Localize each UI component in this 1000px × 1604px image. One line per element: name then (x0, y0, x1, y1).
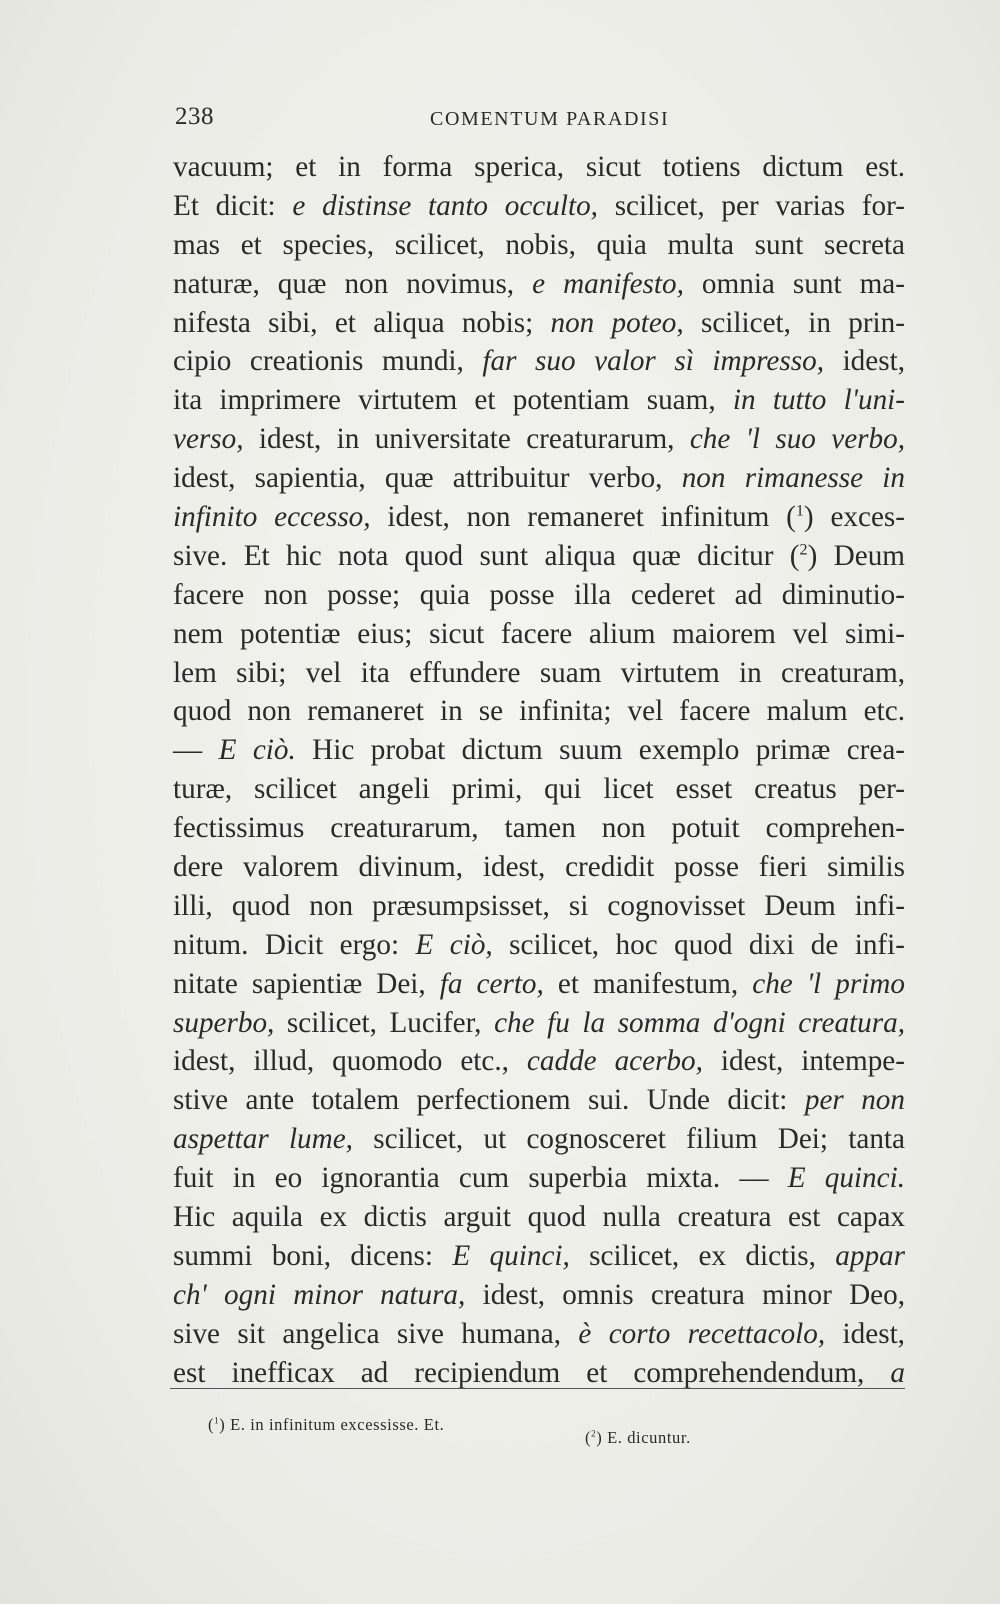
text-line: stive ante totalem perfectionem sui. Unde dicit: per non (173, 1084, 905, 1117)
text-line: fectissimus creaturarum, tamen non potuit comprehen- (173, 812, 905, 845)
footnote-2: ($^2$) E. dicuntur. (585, 1428, 691, 1447)
text-line: idest, illud, quomodo etc., cadde acerbo, idest, intempe- (173, 1045, 905, 1078)
text-line: superbo, scilicet, Lucifer, che fu la somma d'ogni creatura, (173, 1006, 906, 1039)
text-line: nifesta sibi, et aliqua nobis; non poteo, scilicet, in prin- (173, 306, 905, 339)
page-header (175, 103, 895, 137)
text-line: summi boni, dicens: E quinci, scilicet, ex dictis, appar (173, 1239, 905, 1272)
text-line: fuit in eo ignorantia cum superbia mixta. — E quinci. (173, 1162, 905, 1195)
page-number: 238 (175, 103, 214, 130)
text-line: mas et species, scilicet, nobis, quia multa sunt secreta (173, 228, 905, 261)
text-line: turæ, scilicet angeli primi, qui licet esset creatus per- (173, 773, 905, 806)
text-line: quod non remaneret in se infinita; vel facere malum etc. (173, 695, 905, 728)
footnote-1: ($^1$) E. in infinitum excessisse. Et. (208, 1415, 445, 1434)
text-line: — E ciò. Hic probat dictum suum exemplo primæ crea- (173, 734, 905, 767)
text-line: est inefficax ad recipiendum et comprehendendum, a (173, 1356, 905, 1389)
text-line: lem sibi; vel ita effundere suam virtutem in creaturam, (173, 656, 905, 689)
text-line: aspettar lume, scilicet, ut cognosceret filium Dei; tanta (173, 1123, 905, 1156)
text-line: illi, quod non præsumpsisset, si cognovisset Deum infi- (173, 889, 905, 922)
text-line: ch' ogni minor natura, idest, omnis creatura minor Deo, (173, 1278, 905, 1311)
text-line: ita imprimere virtutem et potentiam suam, in tutto l'uni- (173, 384, 905, 417)
text-line: vacuum; et in forma sperica, sicut totiens dictum est. (173, 151, 905, 183)
text-line: Et dicit: e distinse tanto occulto, scilicet, per varias for- (173, 189, 905, 222)
text-line: naturæ, quæ non novimus, e manifesto, omnia sunt ma- (173, 267, 905, 300)
text-line: idest, sapientia, quæ attribuitur verbo, non rimanesse in (173, 462, 905, 495)
text-line: cipio creationis mundi, far suo valor sì impresso, idest, (173, 345, 905, 378)
text-line: nitum. Dicit ergo: E ciò, scilicet, hoc quod dixi de infi- (173, 928, 905, 961)
text-line: verso, idest, in universitate creaturarum, che 'l suo verbo, (173, 423, 905, 456)
text-line: nitate sapientiæ Dei, fa certo, et manifestum, che 'l primo (173, 967, 905, 1000)
text-line: infinito eccesso, idest, non remaneret infinitum ($^1$) exces- (173, 501, 905, 534)
running-title: COMENTUM PARADISI (430, 108, 670, 130)
text-line: sive. Et hic nota quod sunt aliqua quæ dicitur ($^2$) Deum (173, 539, 905, 572)
text-line: dere valorem divinum, idest, credidit posse fieri similis (173, 851, 905, 884)
text-line: nem potentiæ eius; sicut facere alium maiorem vel simi- (173, 617, 905, 650)
text-line: Hic aquila ex dictis arguit quod nulla creatura est capax (173, 1201, 905, 1234)
text-line: facere non posse; quia posse illa cederet ad diminutio- (173, 578, 905, 611)
text-line: sive sit angelica sive humana, è corto recettacolo, idest, (173, 1317, 905, 1350)
footnote-rule (170, 1388, 905, 1389)
body-text (173, 148, 905, 1393)
